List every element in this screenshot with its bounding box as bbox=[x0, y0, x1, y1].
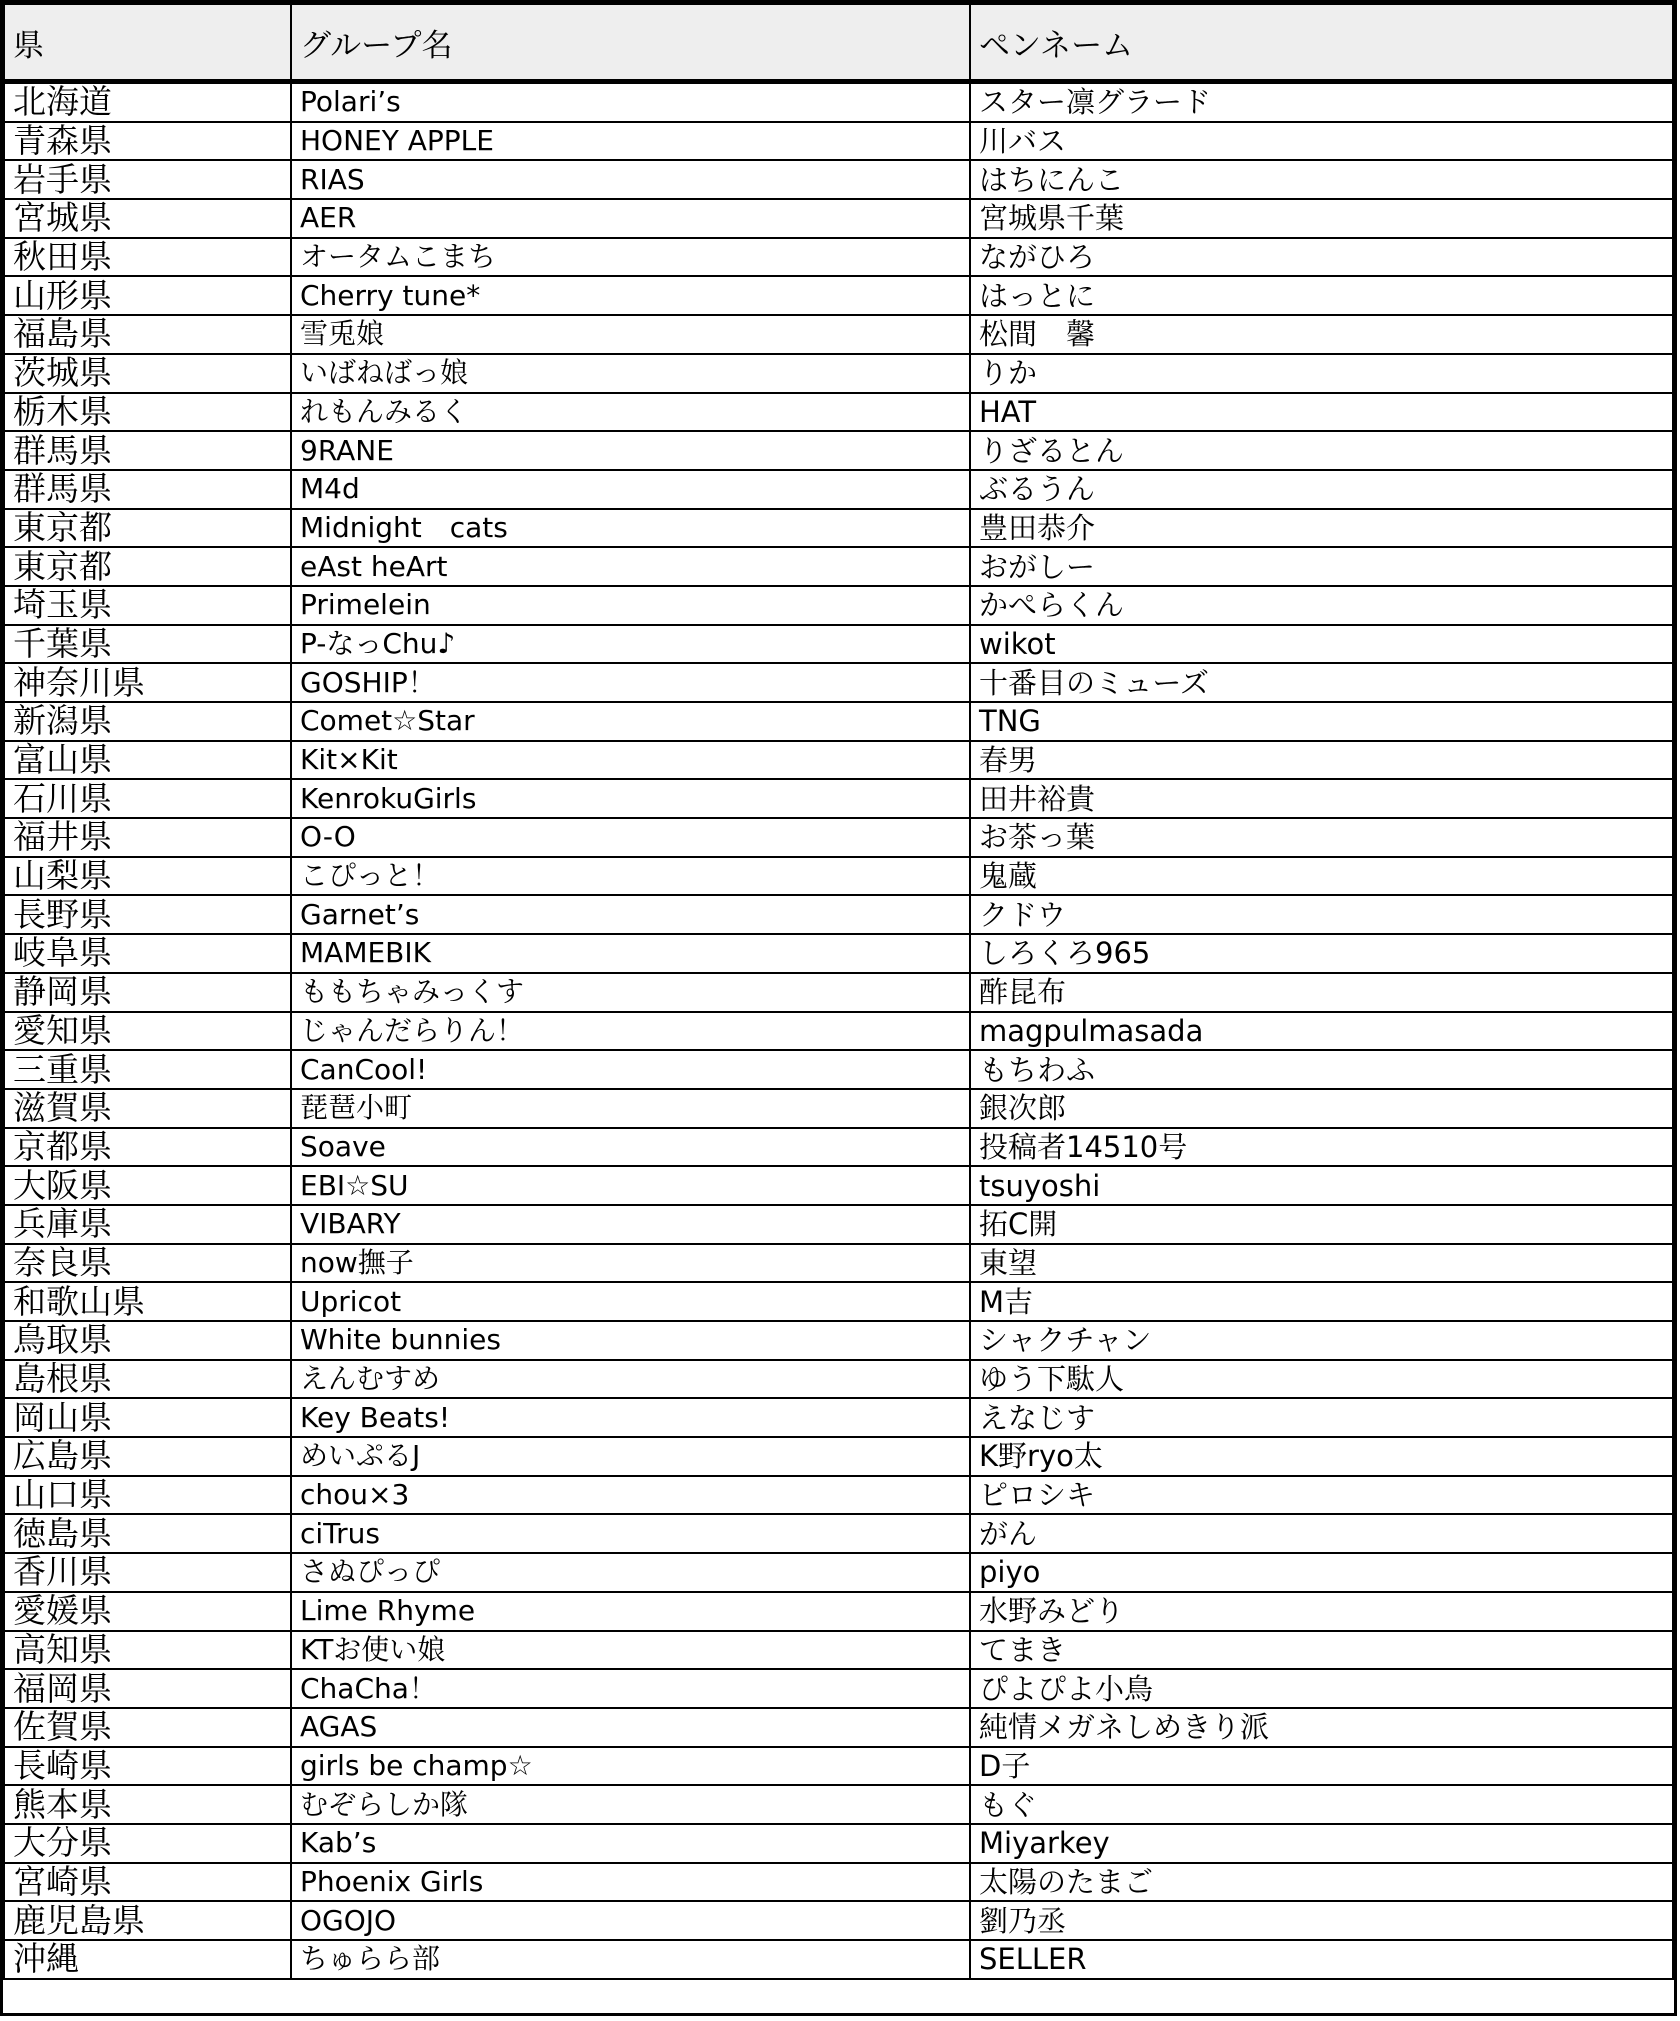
group-name-cell[interactable]: いばねばっ娘 bbox=[291, 354, 970, 393]
prefecture-cell[interactable]: 富山県 bbox=[4, 741, 291, 780]
pen-name-cell[interactable]: 松間 馨 bbox=[970, 315, 1673, 354]
prefecture-cell[interactable]: 山梨県 bbox=[4, 857, 291, 896]
table-row bbox=[4, 1824, 1673, 1863]
group-name-cell[interactable]: KTお使い娘 bbox=[291, 1631, 970, 1670]
pen-name-cell[interactable]: wikot bbox=[970, 625, 1673, 664]
table-row bbox=[4, 1205, 1673, 1244]
pen-name-cell[interactable]: K野ryo太 bbox=[970, 1437, 1673, 1476]
pen-name-cell[interactable]: 宮城県千葉 bbox=[970, 199, 1673, 238]
group-name-cell[interactable]: AGAS bbox=[291, 1708, 970, 1747]
group-name-cell[interactable]: ciTrus bbox=[291, 1514, 970, 1553]
table-body bbox=[4, 82, 1673, 1979]
prefecture-cell[interactable]: 東京都 bbox=[4, 509, 291, 548]
pen-name-cell[interactable]: スター凛グラード bbox=[970, 82, 1673, 122]
pen-name-cell[interactable]: もちわふ bbox=[970, 1050, 1673, 1089]
group-name-cell[interactable]: Comet☆Star bbox=[291, 702, 970, 741]
table-row bbox=[4, 1708, 1673, 1747]
prefecture-cell[interactable]: 長野県 bbox=[4, 895, 291, 934]
pen-name-cell[interactable]: はっとに bbox=[970, 276, 1673, 315]
table-row bbox=[4, 1785, 1673, 1824]
pen-name-cell[interactable]: ぶるうん bbox=[970, 470, 1673, 509]
pen-name-cell[interactable]: ぴよぴよ小鳥 bbox=[970, 1669, 1673, 1708]
group-name-cell[interactable]: M4d bbox=[291, 470, 970, 509]
table-row bbox=[4, 160, 1673, 199]
pen-name-cell[interactable]: magpulmasada bbox=[970, 1012, 1673, 1051]
group-name-cell[interactable]: Key Beats! bbox=[291, 1398, 970, 1437]
prefecture-cell[interactable]: 宮崎県 bbox=[4, 1863, 291, 1902]
group-name-cell[interactable]: Midnight cats bbox=[291, 509, 970, 548]
table-row bbox=[4, 82, 1673, 122]
table-row bbox=[4, 276, 1673, 315]
prefecture-cell[interactable]: 愛知県 bbox=[4, 1012, 291, 1051]
pen-name-cell[interactable]: クドウ bbox=[970, 895, 1673, 934]
group-name-cell[interactable]: 琵琶小町 bbox=[291, 1089, 970, 1128]
table-row bbox=[4, 547, 1673, 586]
table-row bbox=[4, 1360, 1673, 1399]
group-name-cell[interactable]: えんむすめ bbox=[291, 1360, 970, 1399]
group-name-cell[interactable]: AER bbox=[291, 199, 970, 238]
pen-name-cell[interactable]: シャクチャン bbox=[970, 1321, 1673, 1360]
table-row bbox=[4, 1437, 1673, 1476]
table-row bbox=[4, 1089, 1673, 1128]
pen-name-cell[interactable]: HAT bbox=[970, 393, 1673, 432]
pen-name-cell[interactable]: もぐ bbox=[970, 1785, 1673, 1824]
header-prefecture[interactable]: 県 bbox=[4, 4, 291, 82]
group-name-cell[interactable]: めいぷるJ bbox=[291, 1437, 970, 1476]
table-header bbox=[4, 4, 1673, 82]
table-row bbox=[4, 1631, 1673, 1670]
pen-name-cell[interactable]: M吉 bbox=[970, 1282, 1673, 1321]
table-row bbox=[4, 431, 1673, 470]
pen-name-cell[interactable]: ゆう下駄人 bbox=[970, 1360, 1673, 1399]
table-row bbox=[4, 1166, 1673, 1205]
prefecture-cell[interactable]: 京都県 bbox=[4, 1128, 291, 1167]
pen-name-cell[interactable]: 純情メガネしめきり派 bbox=[970, 1708, 1673, 1747]
prefecture-cell[interactable]: 岐阜県 bbox=[4, 934, 291, 973]
pen-name-cell[interactable]: D子 bbox=[970, 1747, 1673, 1786]
group-name-cell[interactable]: CanCool! bbox=[291, 1050, 970, 1089]
table-row bbox=[4, 1128, 1673, 1167]
group-name-cell[interactable]: Lime Rhyme bbox=[291, 1592, 970, 1631]
prefecture-cell[interactable]: 秋田県 bbox=[4, 238, 291, 277]
pen-name-cell[interactable]: ながひろ bbox=[970, 238, 1673, 277]
table-row bbox=[4, 1514, 1673, 1553]
prefecture-cell[interactable]: 兵庫県 bbox=[4, 1205, 291, 1244]
prefecture-cell[interactable]: 静岡県 bbox=[4, 973, 291, 1012]
prefecture-cell[interactable]: 福岡県 bbox=[4, 1669, 291, 1708]
table-row bbox=[4, 354, 1673, 393]
prefecture-cell[interactable]: 愛媛県 bbox=[4, 1592, 291, 1631]
prefecture-cell[interactable]: 高知県 bbox=[4, 1631, 291, 1670]
group-name-cell[interactable]: オータムこまち bbox=[291, 238, 970, 277]
table-row bbox=[4, 509, 1673, 548]
pen-name-cell[interactable]: がん bbox=[970, 1514, 1673, 1553]
group-name-cell[interactable]: EBI☆SU bbox=[291, 1166, 970, 1205]
group-name-cell[interactable]: O-O bbox=[291, 818, 970, 857]
pen-name-cell[interactable]: はちにんこ bbox=[970, 160, 1673, 199]
prefecture-cell[interactable]: 北海道 bbox=[4, 82, 291, 122]
prefecture-cell[interactable]: 新潟県 bbox=[4, 702, 291, 741]
group-name-cell[interactable]: 雪兎娘 bbox=[291, 315, 970, 354]
prefecture-cell[interactable]: 福島県 bbox=[4, 315, 291, 354]
group-name-cell[interactable]: Phoenix Girls bbox=[291, 1863, 970, 1902]
table-row bbox=[4, 895, 1673, 934]
group-name-cell[interactable]: ももちゃみっくす bbox=[291, 973, 970, 1012]
group-name-cell[interactable]: こぴっと！ bbox=[291, 857, 970, 896]
group-name-cell[interactable]: Garnet’s bbox=[291, 895, 970, 934]
table-row bbox=[4, 315, 1673, 354]
group-name-cell[interactable]: ChaCha！ bbox=[291, 1669, 970, 1708]
group-name-cell[interactable]: eAst heArt bbox=[291, 547, 970, 586]
prefecture-cell[interactable]: 山口県 bbox=[4, 1476, 291, 1515]
prefecture-cell[interactable]: 三重県 bbox=[4, 1050, 291, 1089]
pen-name-cell[interactable]: 拓C開 bbox=[970, 1205, 1673, 1244]
table-row bbox=[4, 973, 1673, 1012]
table-row bbox=[4, 1012, 1673, 1051]
table-row bbox=[4, 238, 1673, 277]
pen-name-cell[interactable]: 投稿者14510号 bbox=[970, 1128, 1673, 1167]
pen-name-cell[interactable]: tsuyoshi bbox=[970, 1166, 1673, 1205]
group-name-cell[interactable]: れもんみるく bbox=[291, 393, 970, 432]
prefecture-cell[interactable]: 青森県 bbox=[4, 122, 291, 161]
prefecture-cell[interactable]: 奈良県 bbox=[4, 1244, 291, 1283]
group-name-cell[interactable]: Upricot bbox=[291, 1282, 970, 1321]
prefecture-cell[interactable]: 東京都 bbox=[4, 547, 291, 586]
header-row bbox=[4, 4, 1673, 82]
prefecture-cell[interactable]: 埼玉県 bbox=[4, 586, 291, 625]
table-row bbox=[4, 1901, 1673, 1940]
group-name-cell[interactable]: OGOJO bbox=[291, 1901, 970, 1940]
table-row bbox=[4, 741, 1673, 780]
table-row bbox=[4, 857, 1673, 896]
pen-name-cell[interactable]: りざるとん bbox=[970, 431, 1673, 470]
pen-name-cell[interactable]: しろくろ965 bbox=[970, 934, 1673, 973]
prefecture-cell[interactable]: 広島県 bbox=[4, 1437, 291, 1476]
entries-table bbox=[3, 3, 1674, 1980]
header-group-name[interactable]: グループ名 bbox=[291, 4, 970, 82]
table-row bbox=[4, 818, 1673, 857]
pen-name-cell[interactable]: 田井裕貴 bbox=[970, 779, 1673, 818]
table-row bbox=[4, 1940, 1673, 1979]
table-row bbox=[4, 1863, 1673, 1902]
pen-name-cell[interactable]: お茶っ葉 bbox=[970, 818, 1673, 857]
prefecture-cell[interactable]: 沖縄 bbox=[4, 1940, 291, 1979]
prefecture-cell[interactable]: 宮城県 bbox=[4, 199, 291, 238]
group-name-cell[interactable]: now撫子 bbox=[291, 1244, 970, 1283]
prefecture-cell[interactable]: 群馬県 bbox=[4, 470, 291, 509]
table-row bbox=[4, 199, 1673, 238]
pen-name-cell[interactable]: 川バス bbox=[970, 122, 1673, 161]
prefecture-cell[interactable]: 熊本県 bbox=[4, 1785, 291, 1824]
table-row bbox=[4, 1747, 1673, 1786]
prefecture-cell[interactable]: 群馬県 bbox=[4, 431, 291, 470]
table-row bbox=[4, 779, 1673, 818]
group-name-cell[interactable]: MAMEBIK bbox=[291, 934, 970, 973]
prefecture-cell[interactable]: 佐賀県 bbox=[4, 1708, 291, 1747]
pen-name-cell[interactable]: TNG bbox=[970, 702, 1673, 741]
prefecture-cell[interactable]: 福井県 bbox=[4, 818, 291, 857]
pen-name-cell[interactable]: 太陽のたまご bbox=[970, 1863, 1673, 1902]
table-row bbox=[4, 1321, 1673, 1360]
prefecture-cell[interactable]: 岩手県 bbox=[4, 160, 291, 199]
group-name-cell[interactable]: chou×3 bbox=[291, 1476, 970, 1515]
table-row bbox=[4, 122, 1673, 161]
group-name-cell[interactable]: RIAS bbox=[291, 160, 970, 199]
prefecture-cell[interactable]: 茨城県 bbox=[4, 354, 291, 393]
prefecture-cell[interactable]: 島根県 bbox=[4, 1360, 291, 1399]
group-name-cell[interactable]: Polari’s bbox=[291, 82, 970, 122]
group-name-cell[interactable]: Soave bbox=[291, 1128, 970, 1167]
pen-name-cell[interactable]: りか bbox=[970, 354, 1673, 393]
pen-name-cell[interactable]: 銀次郎 bbox=[970, 1089, 1673, 1128]
prefecture-cell[interactable]: 石川県 bbox=[4, 779, 291, 818]
header-pen-name[interactable]: ペンネーム bbox=[970, 4, 1673, 82]
group-name-cell[interactable]: じゃんだらりん！ bbox=[291, 1012, 970, 1051]
group-name-cell[interactable]: 9RANE bbox=[291, 431, 970, 470]
pen-name-cell[interactable]: 十番目のミューズ bbox=[970, 663, 1673, 702]
pen-name-cell[interactable]: SELLER bbox=[970, 1940, 1673, 1979]
table-row bbox=[4, 1282, 1673, 1321]
table-row bbox=[4, 470, 1673, 509]
prefecture-cell[interactable]: 鹿児島県 bbox=[4, 1901, 291, 1940]
pen-name-cell[interactable]: 鬼蔵 bbox=[970, 857, 1673, 896]
table-row bbox=[4, 625, 1673, 664]
group-name-cell[interactable]: P-なっChu♪ bbox=[291, 625, 970, 664]
pen-name-cell[interactable]: 春男 bbox=[970, 741, 1673, 780]
prefecture-cell[interactable]: 鳥取県 bbox=[4, 1321, 291, 1360]
pen-name-cell[interactable]: かぺらくん bbox=[970, 586, 1673, 625]
pen-name-cell[interactable]: 東望 bbox=[970, 1244, 1673, 1283]
prefecture-cell[interactable]: 山形県 bbox=[4, 276, 291, 315]
prefecture-cell[interactable]: 長崎県 bbox=[4, 1747, 291, 1786]
pen-name-cell[interactable]: Miyarkey bbox=[970, 1824, 1673, 1863]
table-row bbox=[4, 663, 1673, 702]
group-name-cell[interactable]: Cherry tune* bbox=[291, 276, 970, 315]
pen-name-cell[interactable]: 劉乃丞 bbox=[970, 1901, 1673, 1940]
prefecture-cell[interactable]: 和歌山県 bbox=[4, 1282, 291, 1321]
table-row bbox=[4, 393, 1673, 432]
group-name-cell[interactable]: むぞらしか隊 bbox=[291, 1785, 970, 1824]
table-row bbox=[4, 934, 1673, 973]
prefecture-cell[interactable]: 香川県 bbox=[4, 1553, 291, 1592]
group-name-cell[interactable]: ちゅらら部 bbox=[291, 1940, 970, 1979]
prefecture-cell[interactable]: 岡山県 bbox=[4, 1398, 291, 1437]
group-name-cell[interactable]: Kab’s bbox=[291, 1824, 970, 1863]
pen-name-cell[interactable]: piyo bbox=[970, 1553, 1673, 1592]
pen-name-cell[interactable]: ピロシキ bbox=[970, 1476, 1673, 1515]
prefecture-cell[interactable]: 千葉県 bbox=[4, 625, 291, 664]
table-row bbox=[4, 1398, 1673, 1437]
table-row bbox=[4, 586, 1673, 625]
prefecture-cell[interactable]: 栃木県 bbox=[4, 393, 291, 432]
pen-name-cell[interactable]: えなじす bbox=[970, 1398, 1673, 1437]
pen-name-cell[interactable]: 豊田恭介 bbox=[970, 509, 1673, 548]
group-name-cell[interactable]: VIBARY bbox=[291, 1205, 970, 1244]
group-name-cell[interactable]: Kit×Kit bbox=[291, 741, 970, 780]
group-name-cell[interactable]: White bunnies bbox=[291, 1321, 970, 1360]
group-name-cell[interactable]: KenrokuGirls bbox=[291, 779, 970, 818]
pen-name-cell[interactable]: おがしー bbox=[970, 547, 1673, 586]
pen-name-cell[interactable]: てまき bbox=[970, 1631, 1673, 1670]
table-row bbox=[4, 1669, 1673, 1708]
table-row bbox=[4, 1050, 1673, 1089]
table-row bbox=[4, 1592, 1673, 1631]
prefecture-cell[interactable]: 大阪県 bbox=[4, 1166, 291, 1205]
group-name-cell[interactable]: Primelein bbox=[291, 586, 970, 625]
prefecture-cell[interactable]: 滋賀県 bbox=[4, 1089, 291, 1128]
group-name-cell[interactable]: さぬぴっぴ bbox=[291, 1553, 970, 1592]
table-row bbox=[4, 702, 1673, 741]
prefecture-cell[interactable]: 徳島県 bbox=[4, 1514, 291, 1553]
group-name-cell[interactable]: HONEY APPLE bbox=[291, 122, 970, 161]
table-row bbox=[4, 1244, 1673, 1283]
group-name-cell[interactable]: girls be champ☆ bbox=[291, 1747, 970, 1786]
table-row bbox=[4, 1476, 1673, 1515]
pen-name-cell[interactable]: 酢昆布 bbox=[970, 973, 1673, 1012]
prefecture-cell[interactable]: 大分県 bbox=[4, 1824, 291, 1863]
prefecture-cell[interactable]: 神奈川県 bbox=[4, 663, 291, 702]
group-name-cell[interactable]: GOSHIP！ bbox=[291, 663, 970, 702]
table-row bbox=[4, 1553, 1673, 1592]
pen-name-cell[interactable]: 水野みどり bbox=[970, 1592, 1673, 1631]
